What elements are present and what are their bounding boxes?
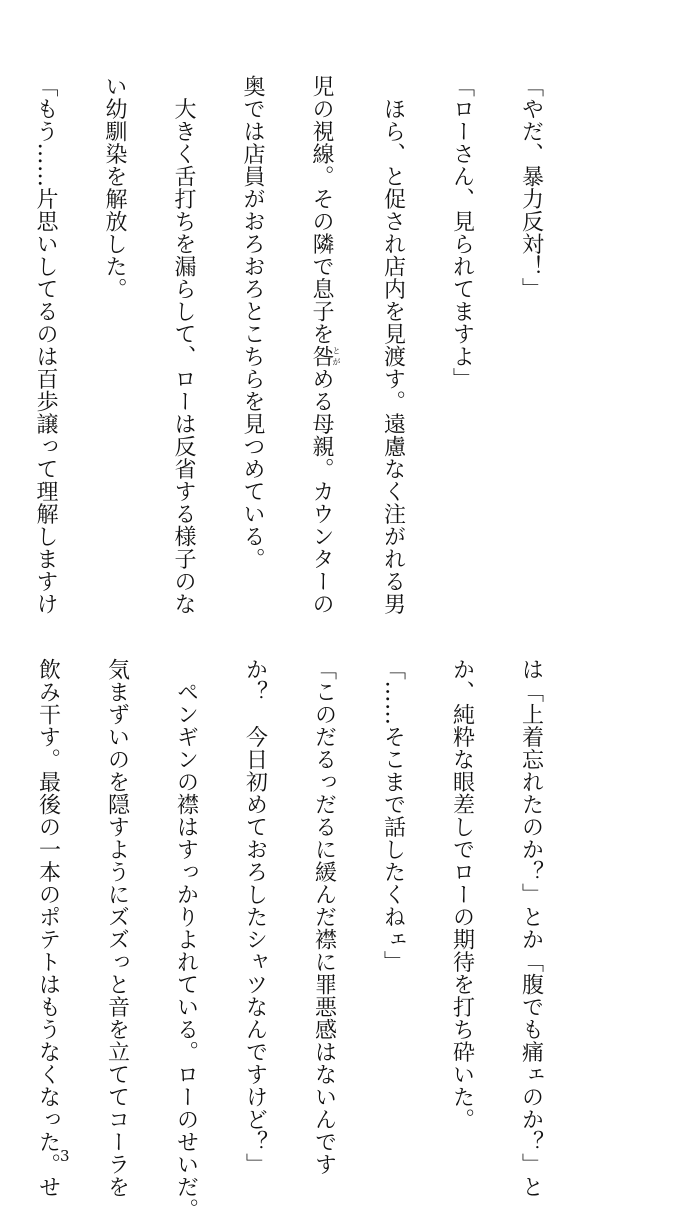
text-segment: める母親。カウンターの	[309, 367, 334, 615]
text-line: 「このだるっだるに緩んだ襟に罪悪感はないんです	[311, 657, 337, 1176]
text-segment: 児の視線。その隣で息子を	[309, 74, 334, 345]
upper-text-block	[0, 45, 582, 615]
text-line: 奥では店員がおろおろとこちらを見つめている。	[240, 74, 265, 570]
text-line: ほら、と促され店内を見渡す。遠慮なく注がれる男	[380, 74, 406, 615]
ruby-annotation: 咎とが	[309, 344, 341, 368]
text-line: い幼馴染を解放した。	[102, 74, 127, 300]
text-line: 「……そこまで話したくねェ」	[380, 657, 406, 973]
text-line: 大きく舌打ちを漏らして、ローは反省する様子のな	[171, 74, 196, 615]
lower-text-block	[0, 628, 582, 1220]
text-line: か？ 今日初めておろしたシャツなんですけど？」	[242, 657, 268, 1176]
text-line: 飲み干す。最後の一本のポテトはもうなくなった。せ	[35, 657, 61, 1198]
text-line-with-ruby	[304, 75, 341, 615]
text-line: は「上着忘れたのか？」とか「腹でも痛ェのか？」と	[518, 657, 544, 1198]
page-number: 3	[60, 1147, 70, 1165]
text-line: 気まずいのを隠すようにズズっと音を立ててコーラを	[104, 657, 130, 1198]
text-line: か、純粋な眼差しでローの期待を打ち砕いた。	[449, 657, 475, 1131]
text-line: ペンギンの襟はすっかりよれている。ローのせいだ。	[173, 657, 199, 1220]
text-line: 「やだ、暴力反対！」	[518, 74, 544, 300]
text-line: 「もう……片思いしてるのは百歩譲って理解しますけ	[33, 74, 58, 615]
text-line: 「ローさん、見られてますよ」	[449, 74, 475, 390]
